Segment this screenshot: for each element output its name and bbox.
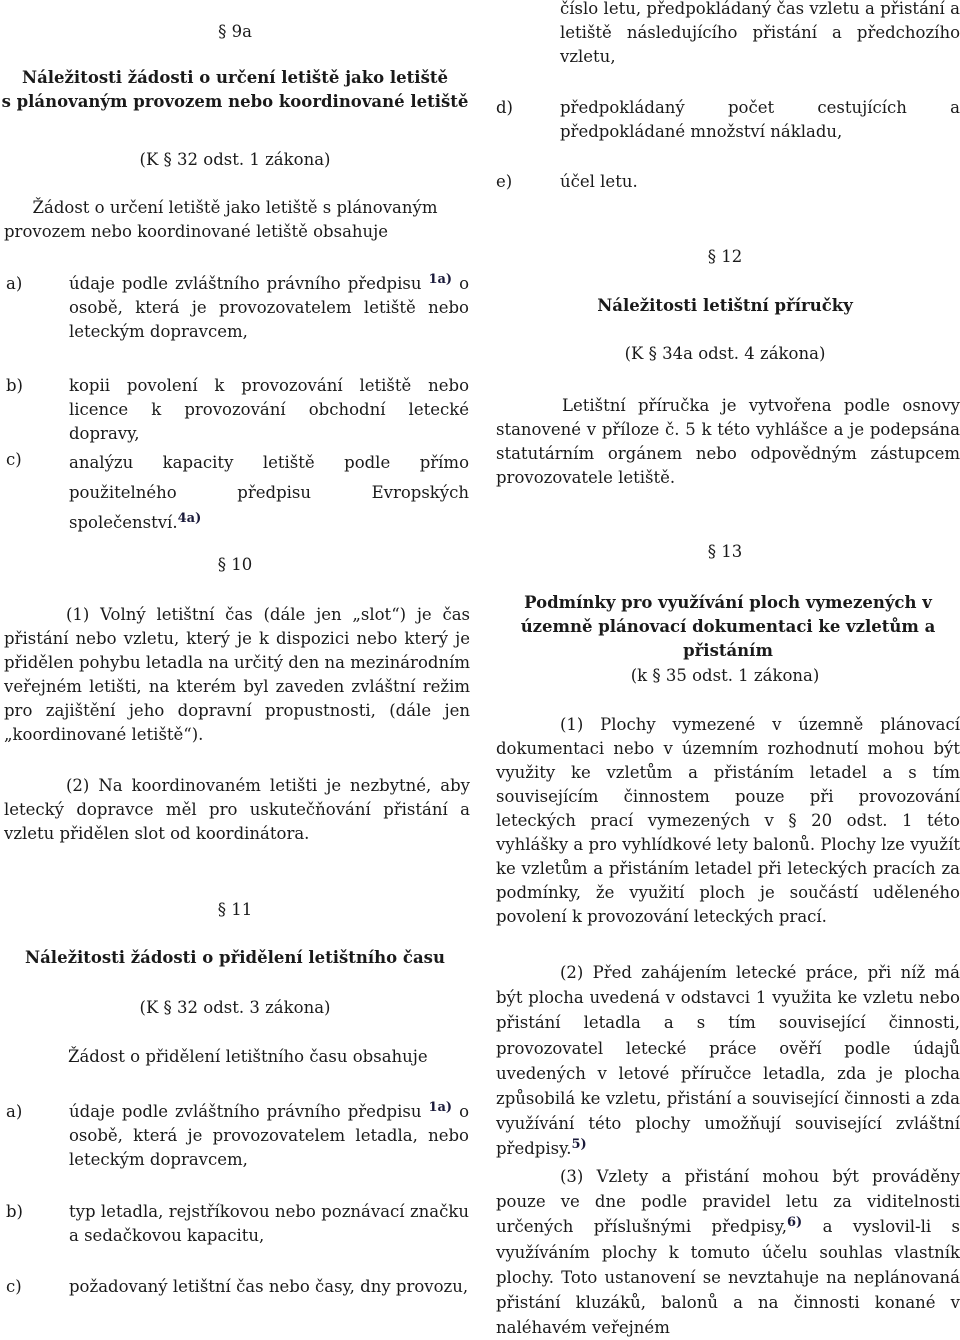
footnote-ref[interactable]: 1a) — [428, 1100, 453, 1115]
item-text: údaje podle zvláštního právního předpisu $^{1a)}$ o osobě, která je provozovatelem letadla, nebo leteckým dopravcem, — [69, 1100, 470, 1169]
list-item — [6, 1200, 470, 1250]
continuation-text: číslo letu, předpokládaný čas vzletu a přistání a letiště následujícího přistání a předchozího vzletu, — [560, 0, 960, 66]
item-label: d) — [496, 98, 513, 117]
item-text: požadovaný letištní čas nebo časy, dny provozu, — [69, 1277, 469, 1296]
item-text: účel letu. — [560, 172, 638, 191]
list-item — [6, 272, 470, 344]
section-11-title: Náležitosti žádosti o přidělení letištního času — [25, 948, 445, 967]
section-12-heading: § 12 — [707, 247, 743, 266]
item-label: a) — [6, 274, 23, 293]
item-label: c) — [6, 1277, 22, 1296]
section-12-title: Náležitosti letištní příručky — [597, 296, 853, 315]
section-13-heading: § 13 — [707, 542, 743, 561]
section-12-reference: (K § 34a odst. 4 zákona) — [624, 344, 826, 363]
footnote-ref[interactable]: 1a) — [428, 272, 453, 287]
section-10-paragraph-2: (2) Na koordinovaném letišti je nezbytné, aby letecký dopravce měl pro uskutečňování přistání a vzletu přidělen slot od koordinátora. — [4, 776, 470, 843]
item-text: typ letadla, rejstříkovou nebo poznávací značku a sedačkovou kapacitu, — [69, 1202, 469, 1245]
section-9a-heading: § 9a — [218, 22, 252, 41]
section-9a-title-line1: Náležitosti žádosti o určení letiště jako letiště — [22, 68, 448, 87]
footnote-ref[interactable]: 4a) — [177, 511, 202, 526]
item-label: a) — [6, 1102, 23, 1121]
section-11-reference: (K § 32 odst. 3 zákona) — [139, 998, 331, 1017]
section-9a-reference: (K § 32 odst. 1 zákona) — [139, 150, 331, 169]
section-10-heading: § 10 — [217, 555, 253, 574]
item-text: kopii povolení k provozování letiště nebo licence k provozování obchodní letecké dopravy, — [69, 376, 469, 443]
section-13-title: Podmínky pro využívání ploch vymezených v územně plánovací dokumentaci ke vzletům a přistáním — [520, 593, 936, 660]
list-item — [496, 170, 960, 196]
section-13-paragraph-1: (1) Plochy vymezené v územně plánovací dokumentaci nebo v územním rozhodnutí mohou být využity ke vzletům a přistáním letadel a s tím souvisejícím činnostem pouze při provozování leteckých prací vymezených v § 20 odst. 1 této vyhlášky a pro vyhlídkové lety balonů. Plochy lze využít ke vzletům a přistáním letadel při leteckých pracích za podmínky, že využití ploch je součástí uděleného povolení k provozování leteckých prací. — [496, 715, 960, 926]
item-text: analýzu kapacity letiště podle přímo použitelného předpisu Evropských společenství.$^{4a)}$ — [69, 453, 469, 532]
item-label: b) — [6, 376, 23, 395]
list-item — [6, 1100, 470, 1172]
section-12-paragraph: Letištní příručka je vytvořena podle osnovy stanovené v příloze č. 5 k této vyhlášce a je podepsána statutárním orgánem nebo odpovědným zástupcem provozovatele letiště. — [496, 396, 960, 487]
footnote-ref[interactable]: 5) — [571, 1137, 587, 1153]
section-10-paragraph-1: (1) Volný letištní čas (dále jen „slot“) je čas přistání nebo vzletu, který je k dispozici nebo který je přidělen pohybu letadla na určitý den na mezinárodním veřejném letišti, na kterém byl zaveden zvláštní režim pro zajištění jeho dopravní propustnosti, (dále jen „koordinované letiště“). — [4, 605, 470, 744]
section-13-paragraph-2: (2) Před zahájením letecké práce, při níž má být plocha uvedená v odstavci 1 využita ke vzletu nebo přistání letadla a s tím související činnosti, provozovatel letecké práce ověří podle údajů uvedených v letové příručce letadla, zda je plocha způsobilá ke vzletu, přistání a související činnosti a zda využívání této plochy umožňují související zvláštní předpisy.$^{5)}$ — [496, 963, 960, 1159]
item-label: e) — [496, 172, 513, 191]
footnote-ref[interactable]: 6) — [787, 1215, 803, 1231]
section-9a-title-line2: s plánovaným provozem nebo koordinované letiště — [1, 92, 469, 111]
item-label: c) — [6, 450, 22, 469]
item-text: údaje podle zvláštního právního předpisu $^{1a)}$ o osobě, která je provozovatelem letiště nebo leteckým dopravcem, — [69, 272, 470, 341]
section-13-reference: (k § 35 odst. 1 zákona) — [630, 666, 820, 685]
section-13-paragraph-3: (3) Vzlety a přistání mohou být prováděny pouze ve dne podle pravidel letu za viditelnosti určených příslušnými předpisy,$^{6)}$ a vyslovil-li s využíváním plochy k tomuto účelu souhlas vlastník plochy. Toto ustanovení se nevztahuje na neplánovaná přistání kluzáků, balonů a na činnosti konané v naléhavém veřejném — [496, 1167, 960, 1338]
list-item — [6, 1275, 470, 1301]
section-9a-intro-line2: provozem nebo koordinované letiště obsahuje — [4, 222, 389, 241]
list-item — [496, 96, 960, 146]
section-9a-intro-line1: Žádost o určení letiště jako letiště s plánovaným — [32, 198, 438, 217]
section-11-intro: Žádost o přidělení letištního času obsahuje — [68, 1047, 428, 1066]
list-item — [6, 374, 470, 443]
item-text: předpokládaný počet cestujících a předpokládané množství nákladu, — [560, 98, 960, 141]
list-item — [6, 448, 470, 532]
item-label: b) — [6, 1202, 23, 1221]
section-11-heading: § 11 — [217, 900, 253, 919]
